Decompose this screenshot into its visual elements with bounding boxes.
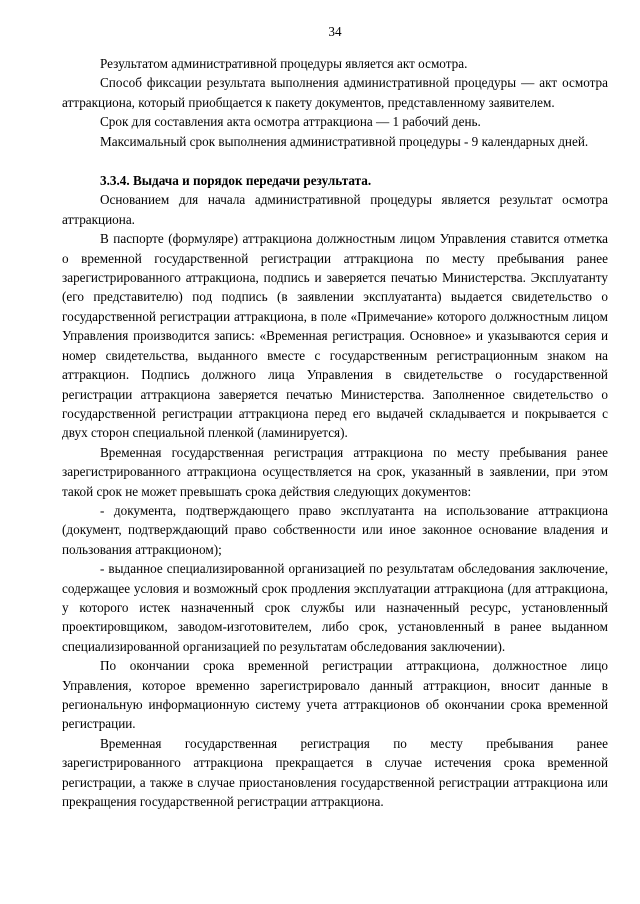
- page-number: 34: [328, 24, 342, 39]
- paragraph-max-duration: Максимальный срок выполнения административной процедуры - 9 календарных дней.: [100, 133, 589, 149]
- list-item-right-document: - документа, подтверждающего право эксплуатанта на использование аттракциона (документ, подтверждающий право собственности или иное законное основание владения и пользования аттракционом);: [62, 502, 608, 557]
- section-heading: 3.3.4. Выдача и порядок передачи результата.: [100, 173, 372, 189]
- paragraph-temporary-registration: Временная государственная регистрация аттракциона по месту пребывания ранее зарегистрированного аттракциона осуществляется на срок, указанный в заявлении, при этом такой срок не может превышать срока действия следующих документов:: [62, 444, 608, 499]
- paragraph-result-act: Результатом административной процедуры является акт осмотра.: [100, 56, 468, 71]
- paragraph-registration-end: По окончании срока временной регистрации аттракциона, должностное лицо Управления, которое временно зарегистрировало данный аттракцион, вносит данные в региональную информационную систему учета аттракционов об окончании срока временной регистрации.: [62, 658, 608, 732]
- paragraph-passport-mark: В паспорте (формуляре) аттракциона должностным лицом Управления ставится отметка о временной государственной регистрации аттракциона по месту пребывания ранее зарегистрированного аттракциона, подпись и заверяется печатью Министерства. Эксплуатанту (его представителю) под подпись (в заявлении эксплуатанта) выдается свидетельство о государственной регистрации аттракциона, в поле «Примечание» которого должностным лицом Управления производится запись: «Временная регистрация. Основное» и указываются серия и номер свидетельства, выданного вместе с государственным регистрационным знаком на аттракцион. Подпись должного лица Управления в свидетельстве о государственной регистрации аттракциона заверяется печатью Министерства. Заполненное свидетельство о государственной регистрации аттракциона перед его выдачей складывается и покрывается с двух сторон специальной пленкой (ламинируется).: [62, 231, 608, 441]
- paragraph-fixation-method: Способ фиксации результата выполнения административной процедуры — акт осмотра аттракциона, который приобщается к пакету документов, представленному заявителем.: [62, 75, 608, 110]
- document-page: [62, 22, 608, 811]
- paragraph-basis: Основанием для начала административной процедуры является результат осмотра аттракциона.: [62, 192, 608, 227]
- paragraph-registration-termination: Временная государственная регистрация по месту пребывания ранее зарегистрированного аттракциона прекращается в случае истечения срока временной регистрации, а также в случае приостановления государственной регистрации аттракциона или прекращения государственной регистрации аттракциона.: [62, 735, 608, 810]
- list-item-inspection-conclusion: - выданное специализированной организацией по результатам обследования заключение, содержащее условия и возможный срок продления эксплуатации аттракциона (для аттракциона, у которого истек назначенный срок службы или назначенный ресурс, установленный проектировщиком, заводом-изготовителем, либо срок, установленный в ранее выданном специализированной организацией по результатам обследования заключении).: [62, 561, 608, 654]
- paragraph-act-deadline: Срок для составления акта осмотра аттракциона — 1 рабочий день.: [100, 114, 481, 130]
